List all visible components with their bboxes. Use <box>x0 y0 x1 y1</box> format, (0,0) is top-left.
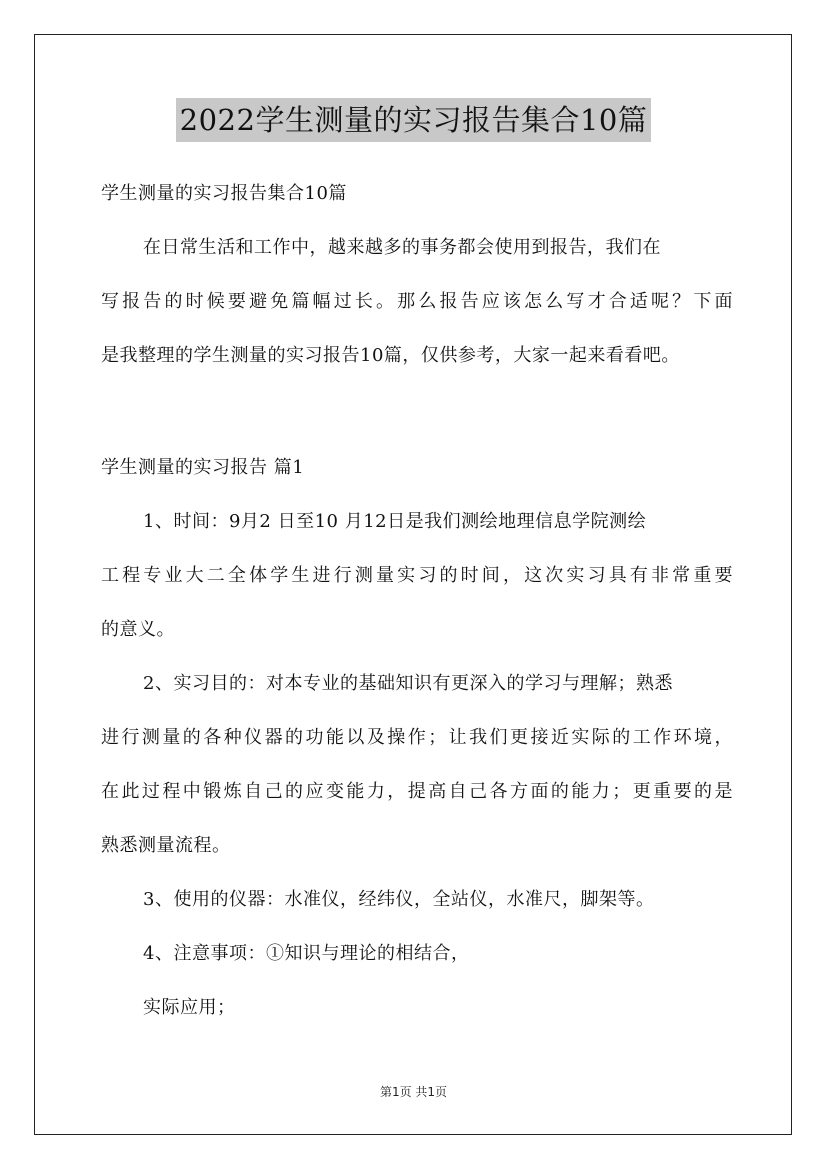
item4-line: 4、注意事项：①知识与理论的相结合， <box>143 943 470 964</box>
document-subtitle: 学生测量的实习报告集合10篇 <box>101 183 347 204</box>
title-container <box>0 98 827 142</box>
intro-line-3: 是我整理的学生测量的实习报告10篇，仅供参考，大家一起来看看吧。 <box>101 345 680 366</box>
document-title: 2022学生测量的实习报告集合10篇 <box>176 98 652 142</box>
item3-line: 3、使用的仪器：水准仪，经纬仪，全站仪，水准尺，脚架等。 <box>143 889 655 910</box>
item1-line-2: 工程专业大二全体学生进行测量实习的时间，这次实习具有非常重要 <box>101 565 733 586</box>
item1-line-1: 1、时间：9月2 日至10 月12日是我们测绘地理信息学院测绘 <box>143 511 647 532</box>
item2-line-2: 进行测量的各种仪器的功能以及操作；让我们更接近实际的工作环境， <box>101 727 733 748</box>
item2-line-3: 在此过程中锻炼自己的应变能力，提高自己各方面的能力；更重要的是 <box>101 781 733 802</box>
page-footer <box>0 1083 827 1100</box>
item2-line-1: 2、实习目的：对本专业的基础知识有更深入的学习与理解；熟悉 <box>143 673 673 694</box>
intro-line-1: 在日常生活和工作中，越来越多的事务都会使用到报告，我们在 <box>143 237 661 258</box>
item1-line-3: 的意义。 <box>101 619 175 640</box>
item2-line-4: 熟悉测量流程。 <box>101 835 231 856</box>
document-body <box>101 176 733 1026</box>
page-number-label: 第1页 共1页 <box>379 1085 448 1099</box>
intro-line-2: 写报告的时候要避免篇幅过长。那么报告应该怎么写才合适呢？下面 <box>101 291 733 312</box>
item4-continuation: 实际应用； <box>143 997 236 1018</box>
section-heading: 学生测量的实习报告 篇1 <box>101 457 305 478</box>
